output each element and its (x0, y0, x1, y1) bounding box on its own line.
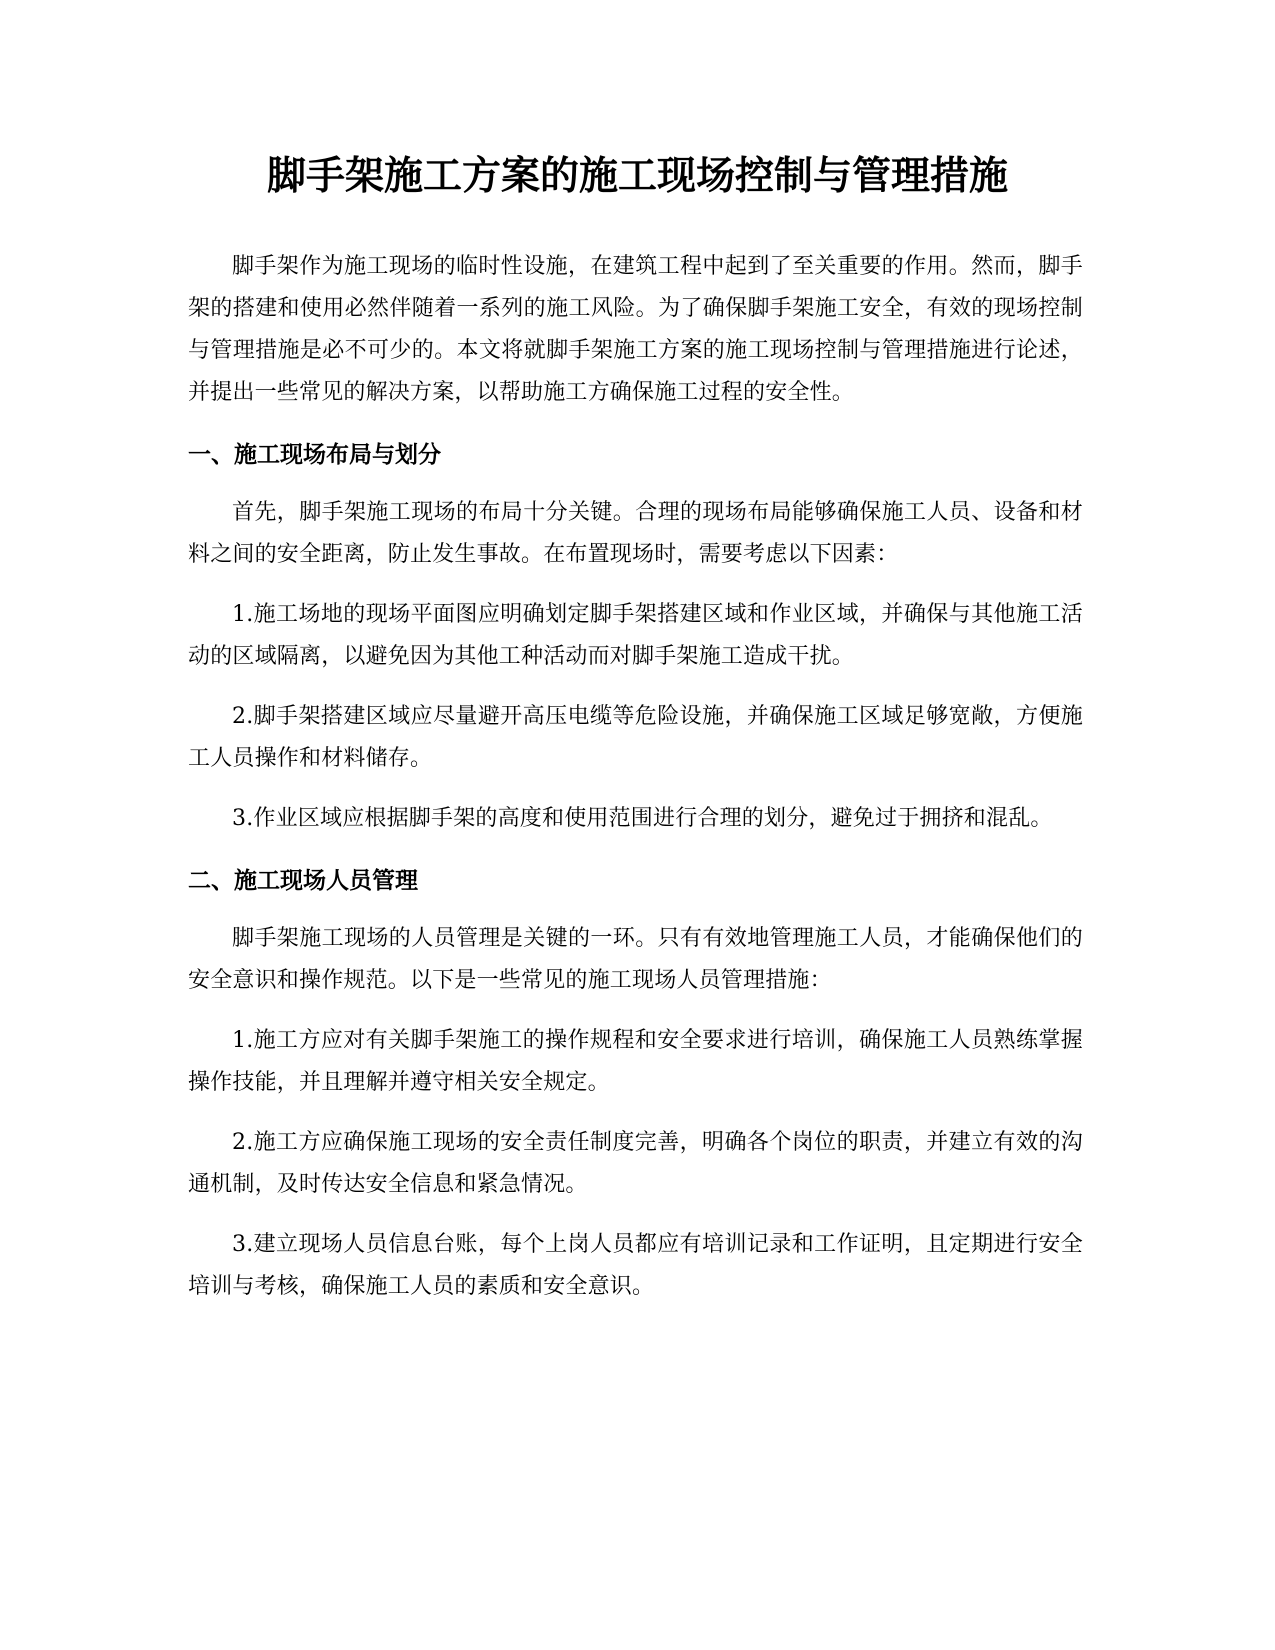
section-paragraph: 3.作业区域应根据脚手架的高度和使用范围进行合理的划分，避免过于拥挤和混乱。 (232, 806, 1053, 831)
document-title: 脚手架施工方案的施工现场控制与管理措施 (266, 154, 1008, 199)
section-heading: 二、施工现场人员管理 (188, 868, 418, 894)
intro-paragraph: 脚手架作为施工现场的临时性设施，在建筑工程中起到了至关重要的作用。然而，脚手架的搭建和使用必然伴随着一系列的施工风险。为了确保脚手架施工安全，有效的现场控制与管理措施是必不可少的。本文将就脚手架施工方案的施工现场控制与管理措施进行论述，并提出一些常见的解决方案，以帮助施工方确保施工过程的安全性。 (188, 254, 1083, 405)
section-paragraph: 2.施工方应确保施工现场的安全责任制度完善，明确各个岗位的职责，并建立有效的沟通机制，及时传达安全信息和紧急情况。 (188, 1130, 1083, 1197)
section-paragraph: 1.施工场地的现场平面图应明确划定脚手架搭建区域和作业区域，并确保与其他施工活动的区域隔离，以避免因为其他工种活动而对脚手架施工造成干扰。 (188, 602, 1083, 669)
section-paragraph: 1.施工方应对有关脚手架施工的操作规程和安全要求进行培训，确保施工人员熟练掌握操作技能，并且理解并遵守相关安全规定。 (188, 1028, 1083, 1095)
section-paragraph: 3.建立现场人员信息台账，每个上岗人员都应有培训记录和工作证明，且定期进行安全培训与考核，确保施工人员的素质和安全意识。 (188, 1232, 1083, 1299)
document-body (188, 246, 1083, 1326)
section-paragraph: 脚手架施工现场的人员管理是关键的一环。只有有效地管理施工人员，才能确保他们的安全意识和操作规范。以下是一些常见的施工现场人员管理措施： (188, 926, 1083, 993)
section-paragraph: 2.脚手架搭建区域应尽量避开高压电缆等危险设施，并确保施工区域足够宽敞，方便施工人员操作和材料储存。 (188, 704, 1083, 771)
section-paragraph: 首先，脚手架施工现场的布局十分关键。合理的现场布局能够确保施工人员、设备和材料之间的安全距离，防止发生事故。在布置现场时，需要考虑以下因素： (188, 500, 1083, 567)
section-heading: 一、施工现场布局与划分 (188, 442, 441, 468)
